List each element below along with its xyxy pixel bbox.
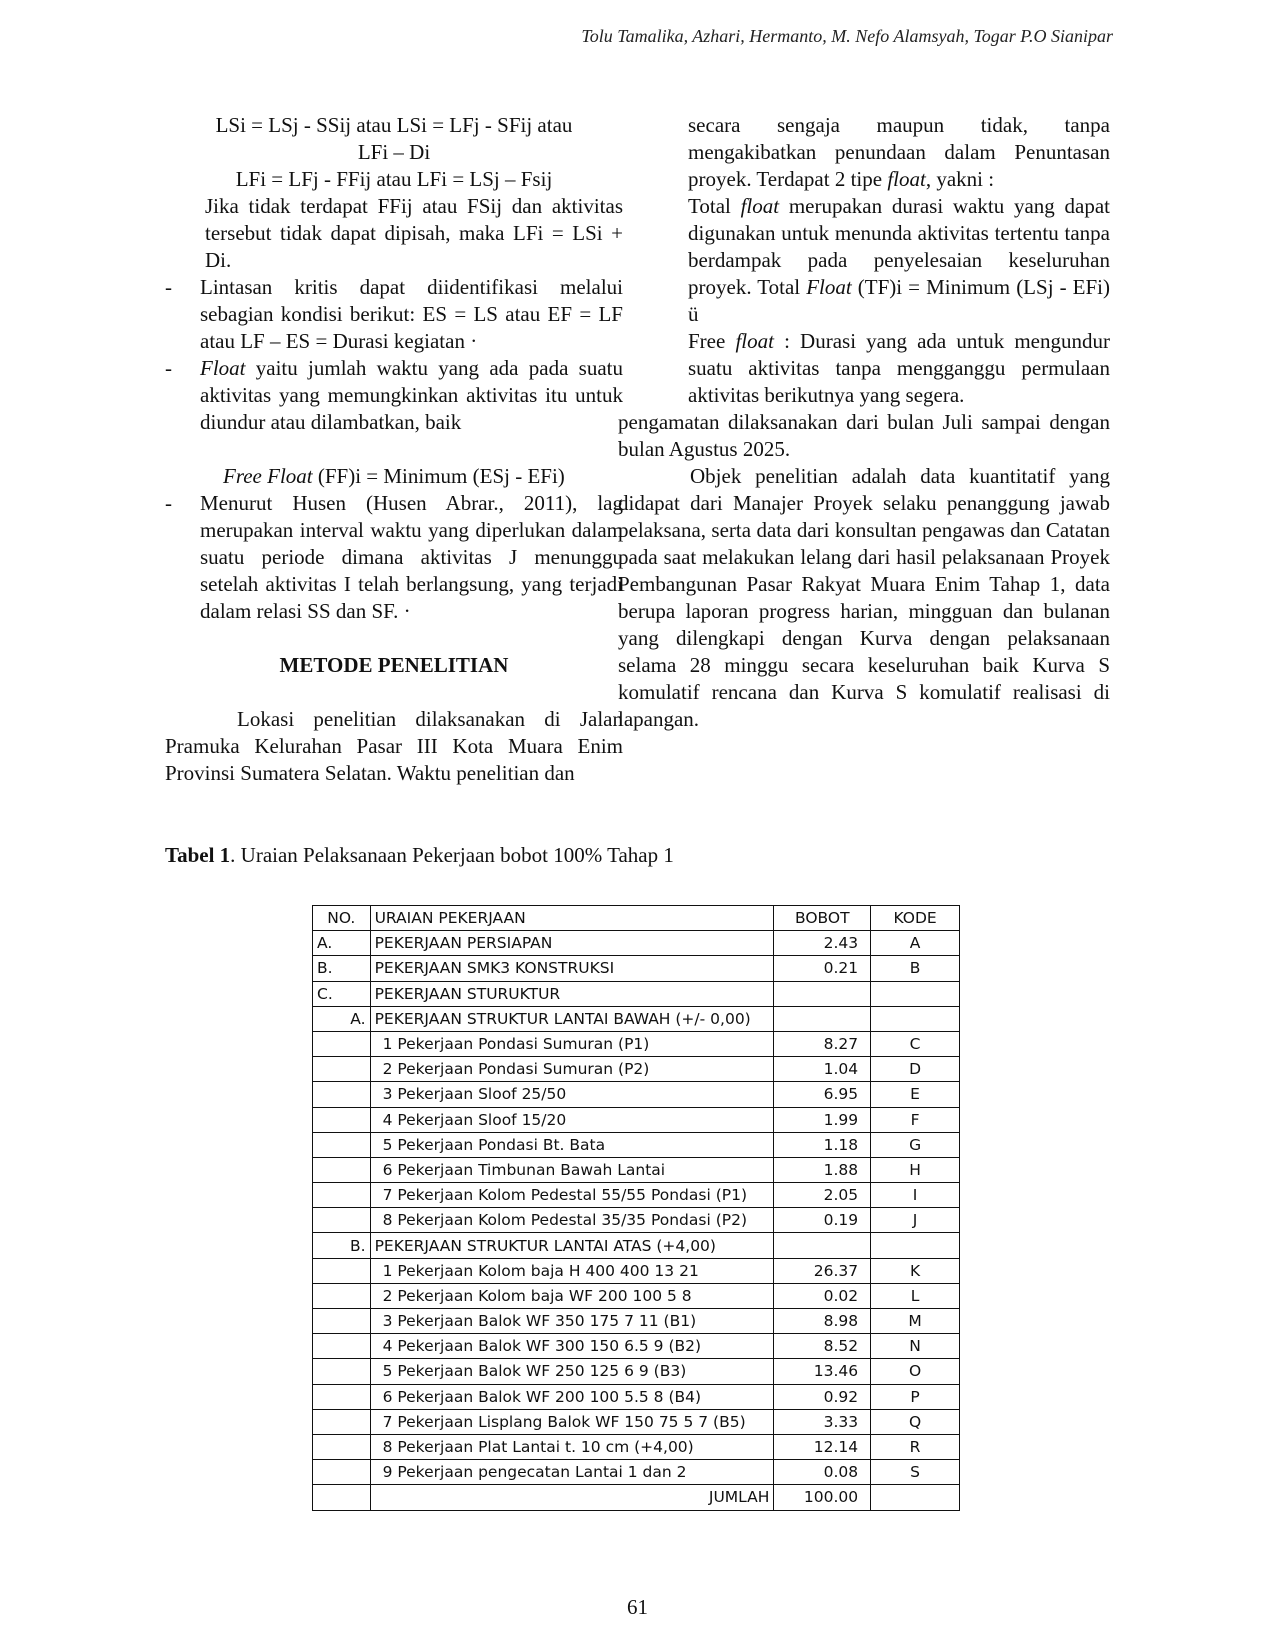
row-number bbox=[313, 1057, 371, 1082]
bullet-critical-path bbox=[165, 274, 623, 355]
float-intro bbox=[652, 112, 1110, 193]
table-row bbox=[313, 1031, 960, 1056]
table-row bbox=[313, 1309, 960, 1334]
row-description: 7 Pekerjaan Kolom Pedestal 55/55 Pondasi (P1) bbox=[370, 1183, 774, 1208]
free-float-formula bbox=[165, 463, 623, 490]
row-kode: R bbox=[871, 1434, 960, 1459]
bullet-lag-text: Menurut Husen (Husen Abrar., 2011), lag merupakan interval waktu yang diperlukan dalam suatu periode dimana aktivitas J menunggu setelah aktivitas I telah berlangsung, yang terjadi dalam relasi SS dan SF. · bbox=[200, 491, 623, 623]
row-description: 7 Pekerjaan Lisplang Balok WF 150 75 5 7 (B5) bbox=[370, 1409, 774, 1434]
row-bobot: 13.46 bbox=[774, 1359, 871, 1384]
row-bobot: 6.95 bbox=[774, 1082, 871, 1107]
row-bobot: 12.14 bbox=[774, 1434, 871, 1459]
table-row bbox=[313, 1384, 960, 1409]
total-label: JUMLAH bbox=[370, 1485, 774, 1510]
row-kode bbox=[871, 1233, 960, 1258]
table-row bbox=[313, 1132, 960, 1157]
row-description: 9 Pekerjaan pengecatan Lantai 1 dan 2 bbox=[370, 1460, 774, 1485]
row-description: 3 Pekerjaan Sloof 25/50 bbox=[370, 1082, 774, 1107]
bullet-dash: - bbox=[165, 275, 172, 299]
row-number bbox=[313, 1283, 371, 1308]
row-description: 6 Pekerjaan Timbunan Bawah Lantai bbox=[370, 1157, 774, 1182]
row-description: 4 Pekerjaan Balok WF 300 150 6.5 9 (B2) bbox=[370, 1334, 774, 1359]
float-term: float bbox=[887, 167, 926, 191]
free-float-lead: Free bbox=[688, 329, 736, 353]
row-number bbox=[313, 1434, 371, 1459]
row-kode: K bbox=[871, 1258, 960, 1283]
section-heading: METODE PENELITIAN bbox=[279, 653, 509, 677]
table-row bbox=[313, 1183, 960, 1208]
row-kode: N bbox=[871, 1334, 960, 1359]
row-kode: I bbox=[871, 1183, 960, 1208]
bullet-float-text: yaitu jumlah waktu yang ada pada suatu aktivitas yang memungkinkan aktivitas itu untuk diundur atau dilambatkan, baik bbox=[200, 356, 623, 434]
row-number bbox=[313, 1031, 371, 1056]
row-kode: P bbox=[871, 1384, 960, 1409]
header-bobot: BOBOT bbox=[774, 906, 871, 931]
condition-text: Jika tidak terdapat FFij atau FSij dan aktivitas tersebut tidak dapat dipisah, maka LFi = LSi + Di. bbox=[205, 194, 623, 272]
row-description: 8 Pekerjaan Plat Lantai t. 10 cm (+4,00) bbox=[370, 1434, 774, 1459]
table-row bbox=[313, 1233, 960, 1258]
row-number bbox=[313, 1258, 371, 1283]
row-number: A. bbox=[313, 931, 371, 956]
total-float-formula: (TF)i = Minimum (LSj - EFi) ü bbox=[688, 275, 1111, 326]
row-description: PEKERJAAN STURUKTUR bbox=[370, 981, 774, 1006]
row-bobot: 2.43 bbox=[774, 931, 871, 956]
row-number: B. bbox=[313, 1233, 371, 1258]
spacer bbox=[165, 436, 623, 463]
row-number bbox=[313, 1384, 371, 1409]
total-value: 100.00 bbox=[774, 1485, 871, 1510]
float-term: Float bbox=[200, 356, 246, 380]
row-description: PEKERJAAN STRUKTUR LANTAI BAWAH (+/- 0,00) bbox=[370, 1006, 774, 1031]
row-bobot: 0.21 bbox=[774, 956, 871, 981]
row-kode: Q bbox=[871, 1409, 960, 1434]
table-row bbox=[313, 1334, 960, 1359]
row-description: 4 Pekerjaan Sloof 15/20 bbox=[370, 1107, 774, 1132]
row-number bbox=[313, 1132, 371, 1157]
table-row bbox=[313, 1057, 960, 1082]
row-number bbox=[313, 1409, 371, 1434]
table-total-row bbox=[313, 1485, 960, 1510]
total-float-lead: Total bbox=[688, 194, 741, 218]
header-description: URAIAN PEKERJAAN bbox=[370, 906, 774, 931]
float-term: float bbox=[735, 329, 774, 353]
table-row bbox=[313, 981, 960, 1006]
table-row bbox=[313, 1006, 960, 1031]
table-row bbox=[313, 1157, 960, 1182]
bullet-float bbox=[165, 355, 623, 436]
header-kode: KODE bbox=[871, 906, 960, 931]
row-kode: D bbox=[871, 1057, 960, 1082]
free-float-term: Free Float bbox=[223, 464, 313, 488]
table-caption bbox=[165, 843, 674, 868]
free-float-body: : Durasi yang ada untuk mengundur suatu aktivitas tanpa mengganggu permulaan aktivitas berikutnya yang segera. bbox=[688, 329, 1110, 407]
row-number bbox=[313, 1460, 371, 1485]
row-number bbox=[313, 1107, 371, 1132]
row-bobot: 3.33 bbox=[774, 1409, 871, 1434]
row-bobot: 0.92 bbox=[774, 1384, 871, 1409]
right-column bbox=[618, 112, 1111, 733]
table-row bbox=[313, 1434, 960, 1459]
total-empty-cell bbox=[313, 1485, 371, 1510]
float-intro-end: , yakni : bbox=[925, 167, 995, 191]
row-bobot bbox=[774, 1006, 871, 1031]
page-number: 61 bbox=[627, 1595, 648, 1619]
row-bobot: 26.37 bbox=[774, 1258, 871, 1283]
table-row bbox=[313, 956, 960, 981]
row-bobot: 0.19 bbox=[774, 1208, 871, 1233]
row-number bbox=[313, 1183, 371, 1208]
float-intro-text: secara sengaja maupun tidak, tanpa mengakibatkan penundaan dalam Penuntasan proyek. Terdapat 2 tipe bbox=[688, 113, 1110, 191]
row-number bbox=[313, 1309, 371, 1334]
free-float-text bbox=[652, 328, 1110, 409]
row-description: 5 Pekerjaan Balok WF 250 125 6 9 (B3) bbox=[370, 1359, 774, 1384]
row-kode bbox=[871, 981, 960, 1006]
row-kode bbox=[871, 1006, 960, 1031]
row-bobot: 8.98 bbox=[774, 1309, 871, 1334]
row-bobot: 0.08 bbox=[774, 1460, 871, 1485]
equation-lf: LFi = LFj - FFij atau LFi = LSj – Fsij bbox=[235, 167, 553, 191]
equation-ls-line2: LFi – Di bbox=[357, 140, 431, 164]
bullet-lag bbox=[165, 490, 623, 625]
row-number: C. bbox=[313, 981, 371, 1006]
row-description: 8 Pekerjaan Kolom Pedestal 35/35 Pondasi (P2) bbox=[370, 1208, 774, 1233]
left-column bbox=[165, 112, 623, 787]
table-row bbox=[313, 1208, 960, 1233]
row-bobot bbox=[774, 981, 871, 1006]
free-float-formula-text: (FF)i = Minimum (ESj - EFi) bbox=[312, 464, 565, 488]
row-number bbox=[313, 1157, 371, 1182]
row-bobot: 1.99 bbox=[774, 1107, 871, 1132]
row-kode: C bbox=[871, 1031, 960, 1056]
row-bobot: 8.27 bbox=[774, 1031, 871, 1056]
work-breakdown-table bbox=[312, 905, 960, 1511]
row-description: 6 Pekerjaan Balok WF 200 100 5.5 8 (B4) bbox=[370, 1384, 774, 1409]
row-kode: M bbox=[871, 1309, 960, 1334]
row-number bbox=[313, 1359, 371, 1384]
total-float-text bbox=[652, 193, 1110, 328]
row-kode: E bbox=[871, 1082, 960, 1107]
header-no: NO. bbox=[313, 906, 371, 931]
row-bobot bbox=[774, 1233, 871, 1258]
table-caption-label: Tabel 1 bbox=[165, 843, 231, 867]
float-term: Float bbox=[806, 275, 852, 299]
float-term: float bbox=[740, 194, 780, 218]
row-bobot: 8.52 bbox=[774, 1334, 871, 1359]
row-description: 5 Pekerjaan Pondasi Bt. Bata bbox=[370, 1132, 774, 1157]
row-bobot: 2.05 bbox=[774, 1183, 871, 1208]
row-bobot: 0.02 bbox=[774, 1283, 871, 1308]
row-number: B. bbox=[313, 956, 371, 981]
running-header-authors: Tolu Tamalika, Azhari, Hermanto, M. Nefo Alamsyah, Togar P.O Sianipar bbox=[581, 26, 1113, 46]
row-kode: B bbox=[871, 956, 960, 981]
row-bobot: 1.18 bbox=[774, 1132, 871, 1157]
row-kode: L bbox=[871, 1283, 960, 1308]
row-kode: O bbox=[871, 1359, 960, 1384]
row-kode: F bbox=[871, 1107, 960, 1132]
row-description: 1 Pekerjaan Kolom baja H 400 400 13 21 bbox=[370, 1258, 774, 1283]
bullet-dash: - bbox=[165, 356, 172, 380]
row-description: 1 Pekerjaan Pondasi Sumuran (P1) bbox=[370, 1031, 774, 1056]
table-row bbox=[313, 1082, 960, 1107]
equation-ls-line1: LSi = LSj - SSij atau LSi = LFj - SFij atau bbox=[215, 113, 573, 137]
total-float-body: merupakan durasi waktu yang dapat digunakan untuk menunda aktivitas tertentu tanpa berdampak pada penyelesaian keseluruhan proyek. Total bbox=[688, 194, 1110, 299]
table-row bbox=[313, 1409, 960, 1434]
row-description: PEKERJAAN PERSIAPAN bbox=[370, 931, 774, 956]
row-description: PEKERJAAN STRUKTUR LANTAI ATAS (+4,00) bbox=[370, 1233, 774, 1258]
row-bobot: 1.04 bbox=[774, 1057, 871, 1082]
table-row bbox=[313, 931, 960, 956]
row-description: 2 Pekerjaan Pondasi Sumuran (P2) bbox=[370, 1057, 774, 1082]
observation-period: pengamatan dilaksanakan dari bulan Juli sampai dengan bulan Agustus 2025. bbox=[618, 410, 1110, 461]
row-kode: G bbox=[871, 1132, 960, 1157]
total-kode-cell bbox=[871, 1485, 960, 1510]
table-row bbox=[313, 1460, 960, 1485]
row-kode: S bbox=[871, 1460, 960, 1485]
table-row bbox=[313, 1283, 960, 1308]
row-description: 2 Pekerjaan Kolom baja WF 200 100 5 8 bbox=[370, 1283, 774, 1308]
row-number bbox=[313, 1334, 371, 1359]
row-kode: J bbox=[871, 1208, 960, 1233]
row-kode: H bbox=[871, 1157, 960, 1182]
row-kode: A bbox=[871, 931, 960, 956]
row-description: 3 Pekerjaan Balok WF 350 175 7 11 (B1) bbox=[370, 1309, 774, 1334]
table-row bbox=[313, 1258, 960, 1283]
row-number: A. bbox=[313, 1006, 371, 1031]
row-number bbox=[313, 1082, 371, 1107]
table-caption-text: . Uraian Pelaksanaan Pekerjaan bobot 100% Tahap 1 bbox=[230, 843, 674, 867]
table-row bbox=[313, 1359, 960, 1384]
equation-ls bbox=[165, 112, 623, 193]
table-row bbox=[313, 1107, 960, 1132]
research-object-paragraph: Objek penelitian adalah data kuantitatif yang didapat dari Manajer Proyek selaku penanggung jawab pelaksana, serta data dari konsultan pengawas dan Catatan pada saat melakukan lelang dari hasil pelaksanaan Proyek Pembangunan Pasar Rakyat Muara Enim Tahap 1, data berupa laporan progress harian, mingguan dan bulanan yang dilengkapi dengan Kurva dengan pelaksanaan selama 28 minggu secara keseluruhan baik Kurva S komulatif rencana dan Kurva S komulatif realisasi di lapangan. bbox=[618, 464, 1110, 731]
bullet-critical-path-text: Lintasan kritis dapat diidentifikasi melalui sebagian kondisi berikut: ES = LS atau EF = LF atau LF – ES = Durasi kegiatan · bbox=[200, 275, 623, 353]
row-number bbox=[313, 1208, 371, 1233]
table-header-row bbox=[313, 906, 960, 931]
bullet-dash: - bbox=[165, 491, 172, 515]
row-bobot: 1.88 bbox=[774, 1157, 871, 1182]
location-paragraph: Lokasi penelitian dilaksanakan di Jalan Pramuka Kelurahan Pasar III Kota Muara Enim Provinsi Sumatera Selatan. Waktu penelitian dan bbox=[165, 707, 623, 785]
row-description: PEKERJAAN SMK3 KONSTRUKSI bbox=[370, 956, 774, 981]
